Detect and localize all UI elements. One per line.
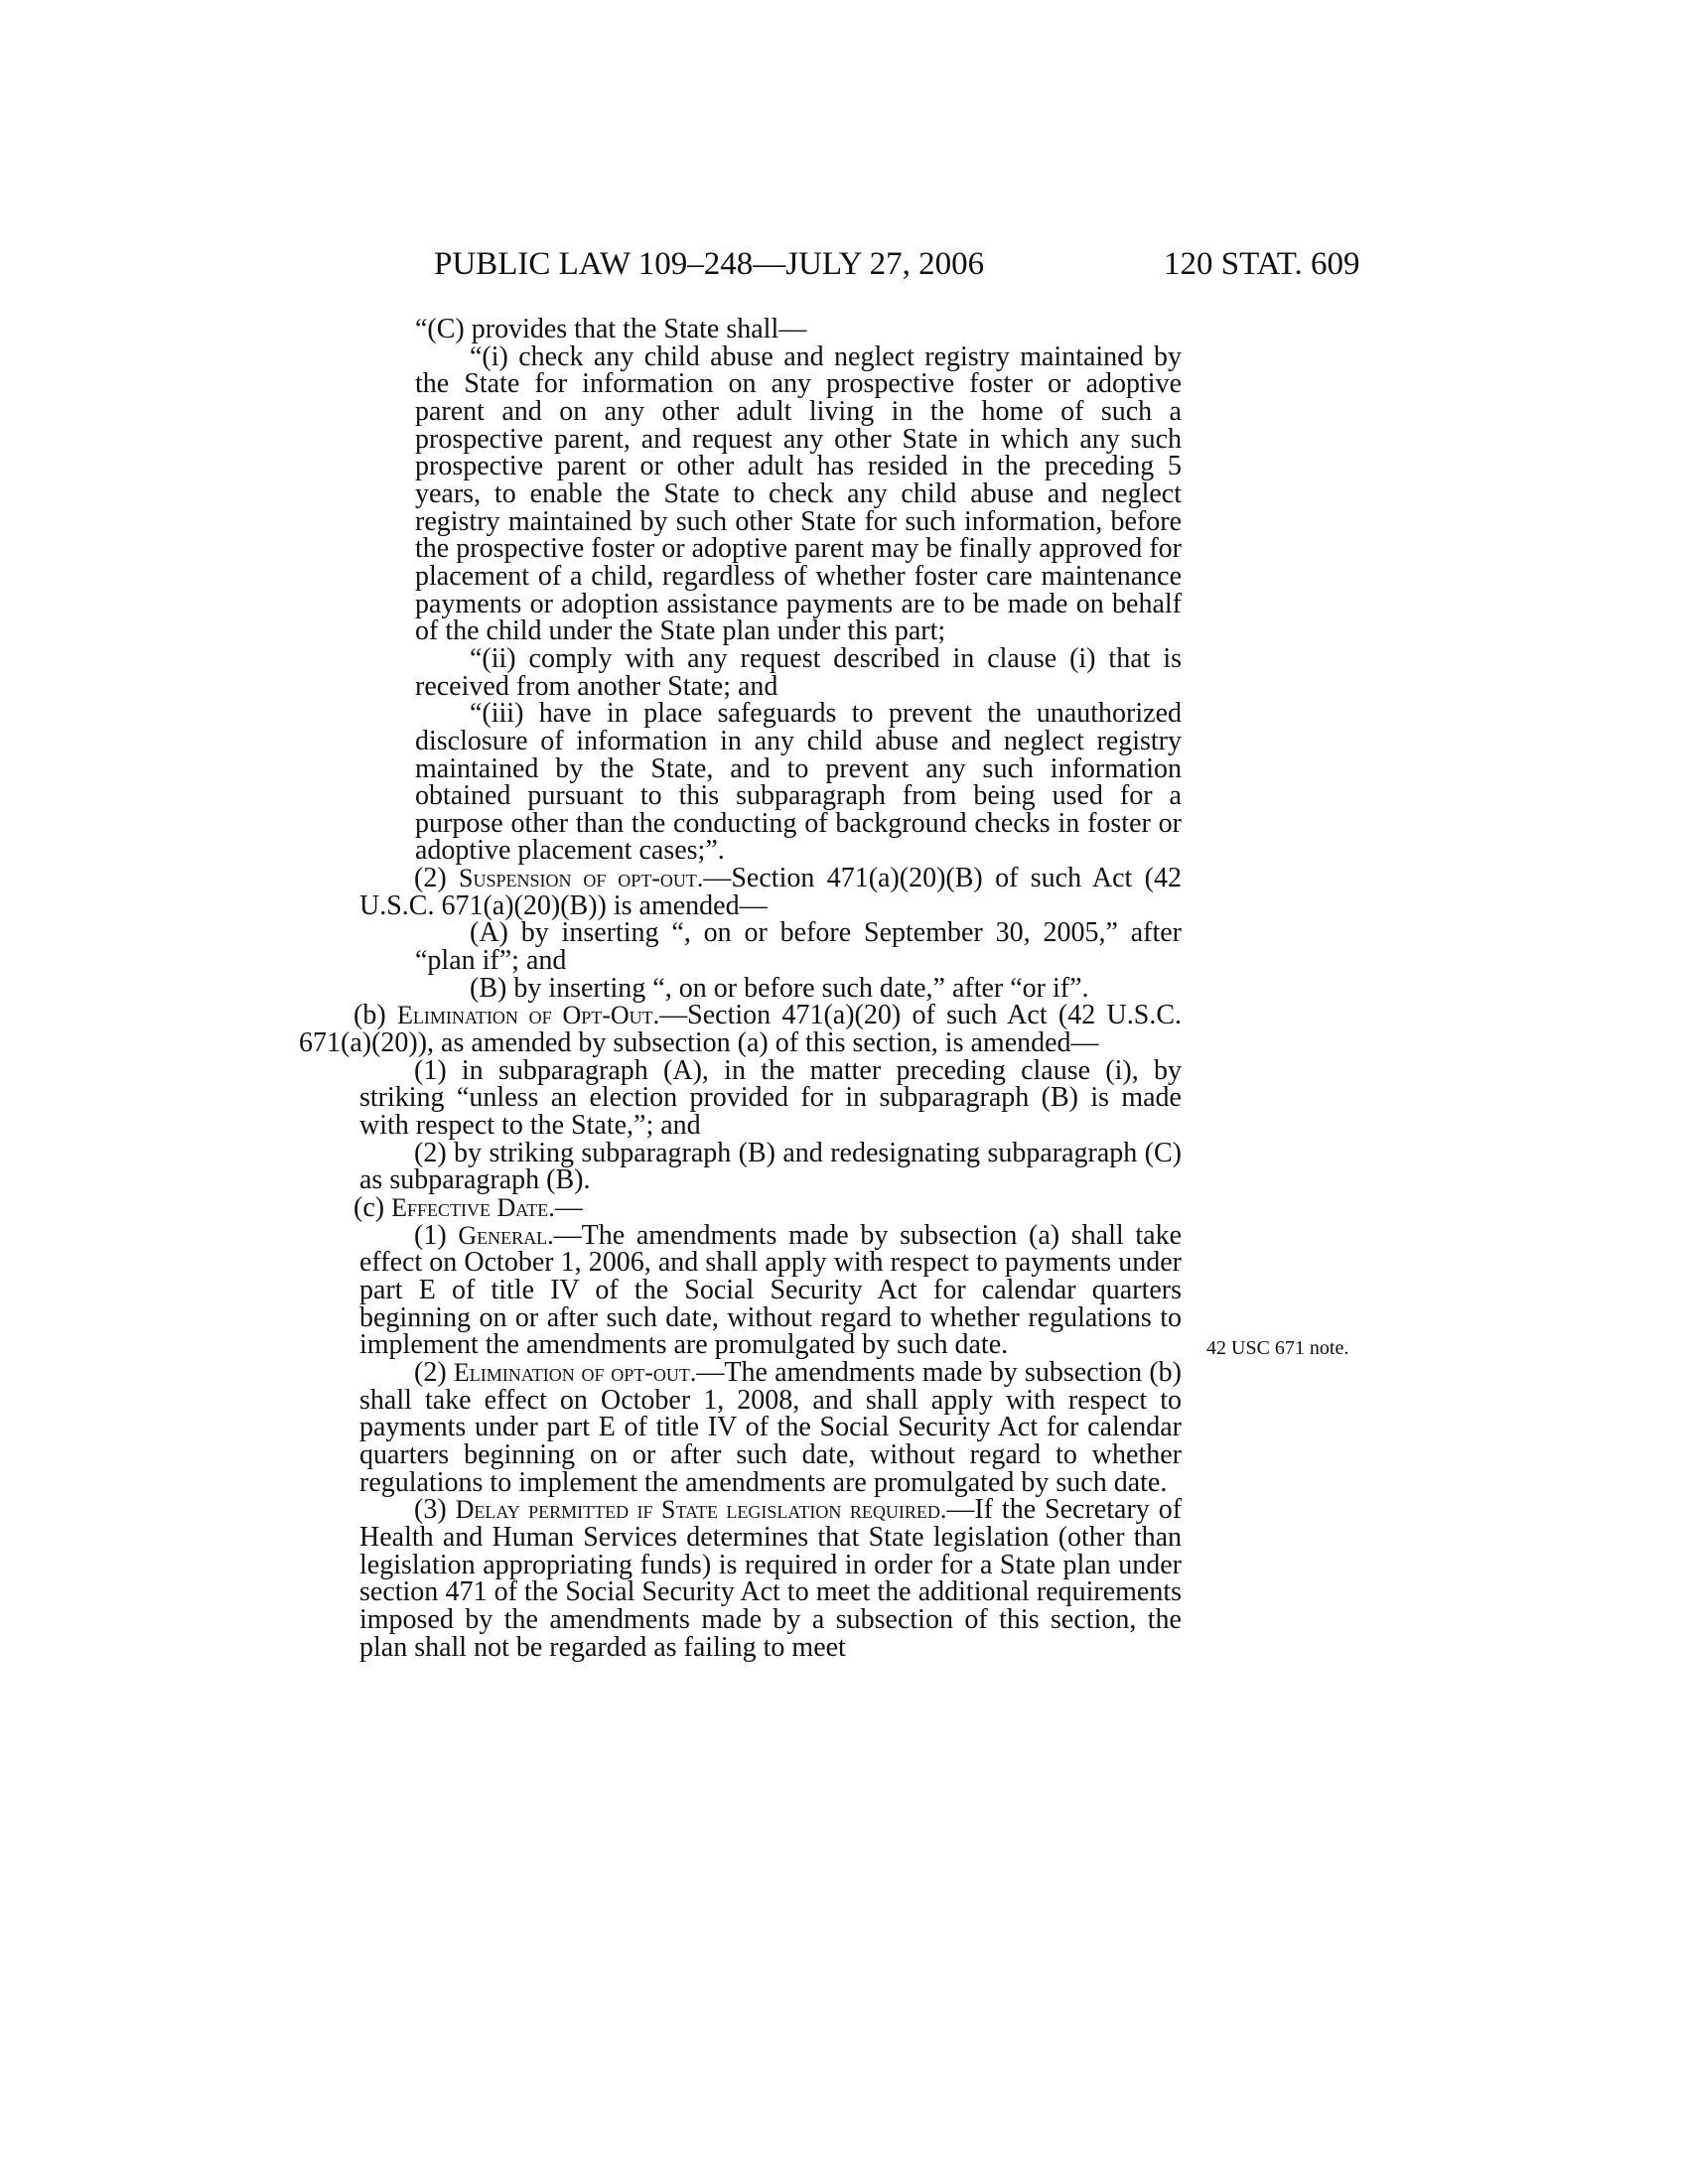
subsection-c-2	[299, 1356, 1183, 1498]
subsection-b-number: (b)	[353, 1000, 386, 1031]
subsection-c-number: (c)	[353, 1192, 385, 1223]
subsection-c-3	[299, 1496, 1182, 1661]
subsection-c-2-heading: Elimination of opt-out.	[453, 1357, 697, 1387]
subsection-c-3-text: —If the Secretary of Health and Human Services determines that State legislation (other than legislation appropriating funds) is required in order for a State plan under section 471 of the Social Security Act to meet the additional requirements imposed by the amendments made by a subsection of this section, the plan shall not be regarded as failing to meet	[359, 1494, 1183, 1663]
subsection-c-1-number: (1)	[414, 1219, 447, 1251]
clause-iii	[415, 700, 1182, 865]
margin-citation-note: 42 USC 671 note.	[1206, 1337, 1349, 1359]
subsection-c	[299, 1194, 1182, 1222]
clause-i	[415, 343, 1182, 645]
paragraph-a2-B-text: (B) by inserting “, on or before such date,” after “or if”.	[470, 972, 1089, 1004]
subsection-c-1-text: —The amendments made by subsection (a) shall take effect on October 1, 2006, and shall apply with respect to payments under part E of title IV of the Social Security Act for calendar quarters beginning on or after such date, without regard to whether regulations to implement the amendments are promulgated by such date.	[359, 1219, 1183, 1361]
subsection-c-1	[299, 1219, 1183, 1361]
subparagraph-c-lead: “(C) provides that the State shall—	[415, 314, 807, 344]
subsection-c-1-heading: General.	[458, 1220, 554, 1250]
running-header	[0, 246, 1688, 286]
subsection-b-1-text: (1) in subparagraph (A), in the matter preceding clause (i), by striking “unless an election provided for in subparagraph (B) is made with respect to the State,”; and	[359, 1054, 1182, 1142]
subsection-c-2-number: (2)	[414, 1356, 447, 1388]
subsection-b	[299, 1000, 1182, 1059]
clause-ii	[415, 642, 1182, 702]
subsection-b-1	[299, 1054, 1182, 1142]
statute-body	[299, 316, 1182, 1661]
clause-ii-text: “(ii) comply with any request described in clause (i) that is received from another State; and	[415, 642, 1182, 702]
subsection-c-3-number: (3)	[414, 1494, 447, 1526]
subsection-c-2-text: —The amendments made by subsection (b) shall take effect on October 1, 2008, and shall apply with respect to payments under part E of title IV of the Social Security Act for calendar quarters beginning on or after such date, without regard to whether regulations to implement the amendments are promulgated by such date.	[359, 1356, 1183, 1498]
paragraph-a2-number: (2)	[414, 863, 447, 894]
clause-i-text: “(i) check any child abuse and neglect registry maintained by the State for information on any prospective foster or adoptive parent and on any other adult living in the home of such a prospective parent, and request any other State in which any such prospective parent or other adult has resided in the preceding 5 years, to enable the State to check any child abuse and neglect registry maintained by such other State for such information, before the prospective foster or adoptive parent may be finally approved for placement of a child, regardless of whether foster care maintenance payments or adoption assistance payments are to be made on behalf of the child under the State plan under this part;	[415, 341, 1182, 647]
subsection-b-2-text: (2) by striking subparagraph (B) and redesignating subparagraph (C) as subparagraph (B).	[359, 1137, 1182, 1196]
paragraph-a2-B	[299, 972, 1182, 1004]
subsection-c-3-heading: Delay permitted if State legislation required.	[455, 1495, 947, 1525]
subsection-c-dash: —	[554, 1192, 583, 1223]
subsection-b-2	[299, 1137, 1182, 1196]
clause-iii-text: “(iii) have in place safeguards to prevent the unauthorized disclosure of information in any child abuse and neglect registry maintained by the State, and to prevent any such information obtained pursuant to this subparagraph from being used for a purpose other than the conducting of background checks in foster or adoptive placement cases;”.	[415, 698, 1182, 867]
page-number: 120 STAT. 609	[1164, 246, 1360, 282]
paragraph-a2-heading: Suspension of opt-out.	[459, 864, 704, 893]
paragraph-a2-text: —Section 471(a)(20)(B) of such Act (42 U.S.C. 671(a)(20)(B)) is amended—	[359, 863, 1182, 921]
header-title: PUBLIC LAW 109–248—JULY 27, 2006	[434, 246, 985, 282]
paragraph-a2-A	[299, 917, 1182, 977]
subsection-b-heading: Elimination of Opt-Out.	[396, 1001, 660, 1030]
paragraph-a2	[299, 865, 1182, 919]
subsection-c-heading: Effective Date.	[391, 1193, 555, 1222]
subsection-b-text: —Section 471(a)(20) of such Act (42 U.S.C. 671(a)(20)), as amended by subsection (a) of this section, is amended—	[299, 1000, 1182, 1059]
paragraph-a2-A-text: (A) by inserting “, on or before September 30, 2005,” after “plan if”; and	[415, 917, 1182, 977]
subparagraph-c-block	[299, 316, 1182, 865]
